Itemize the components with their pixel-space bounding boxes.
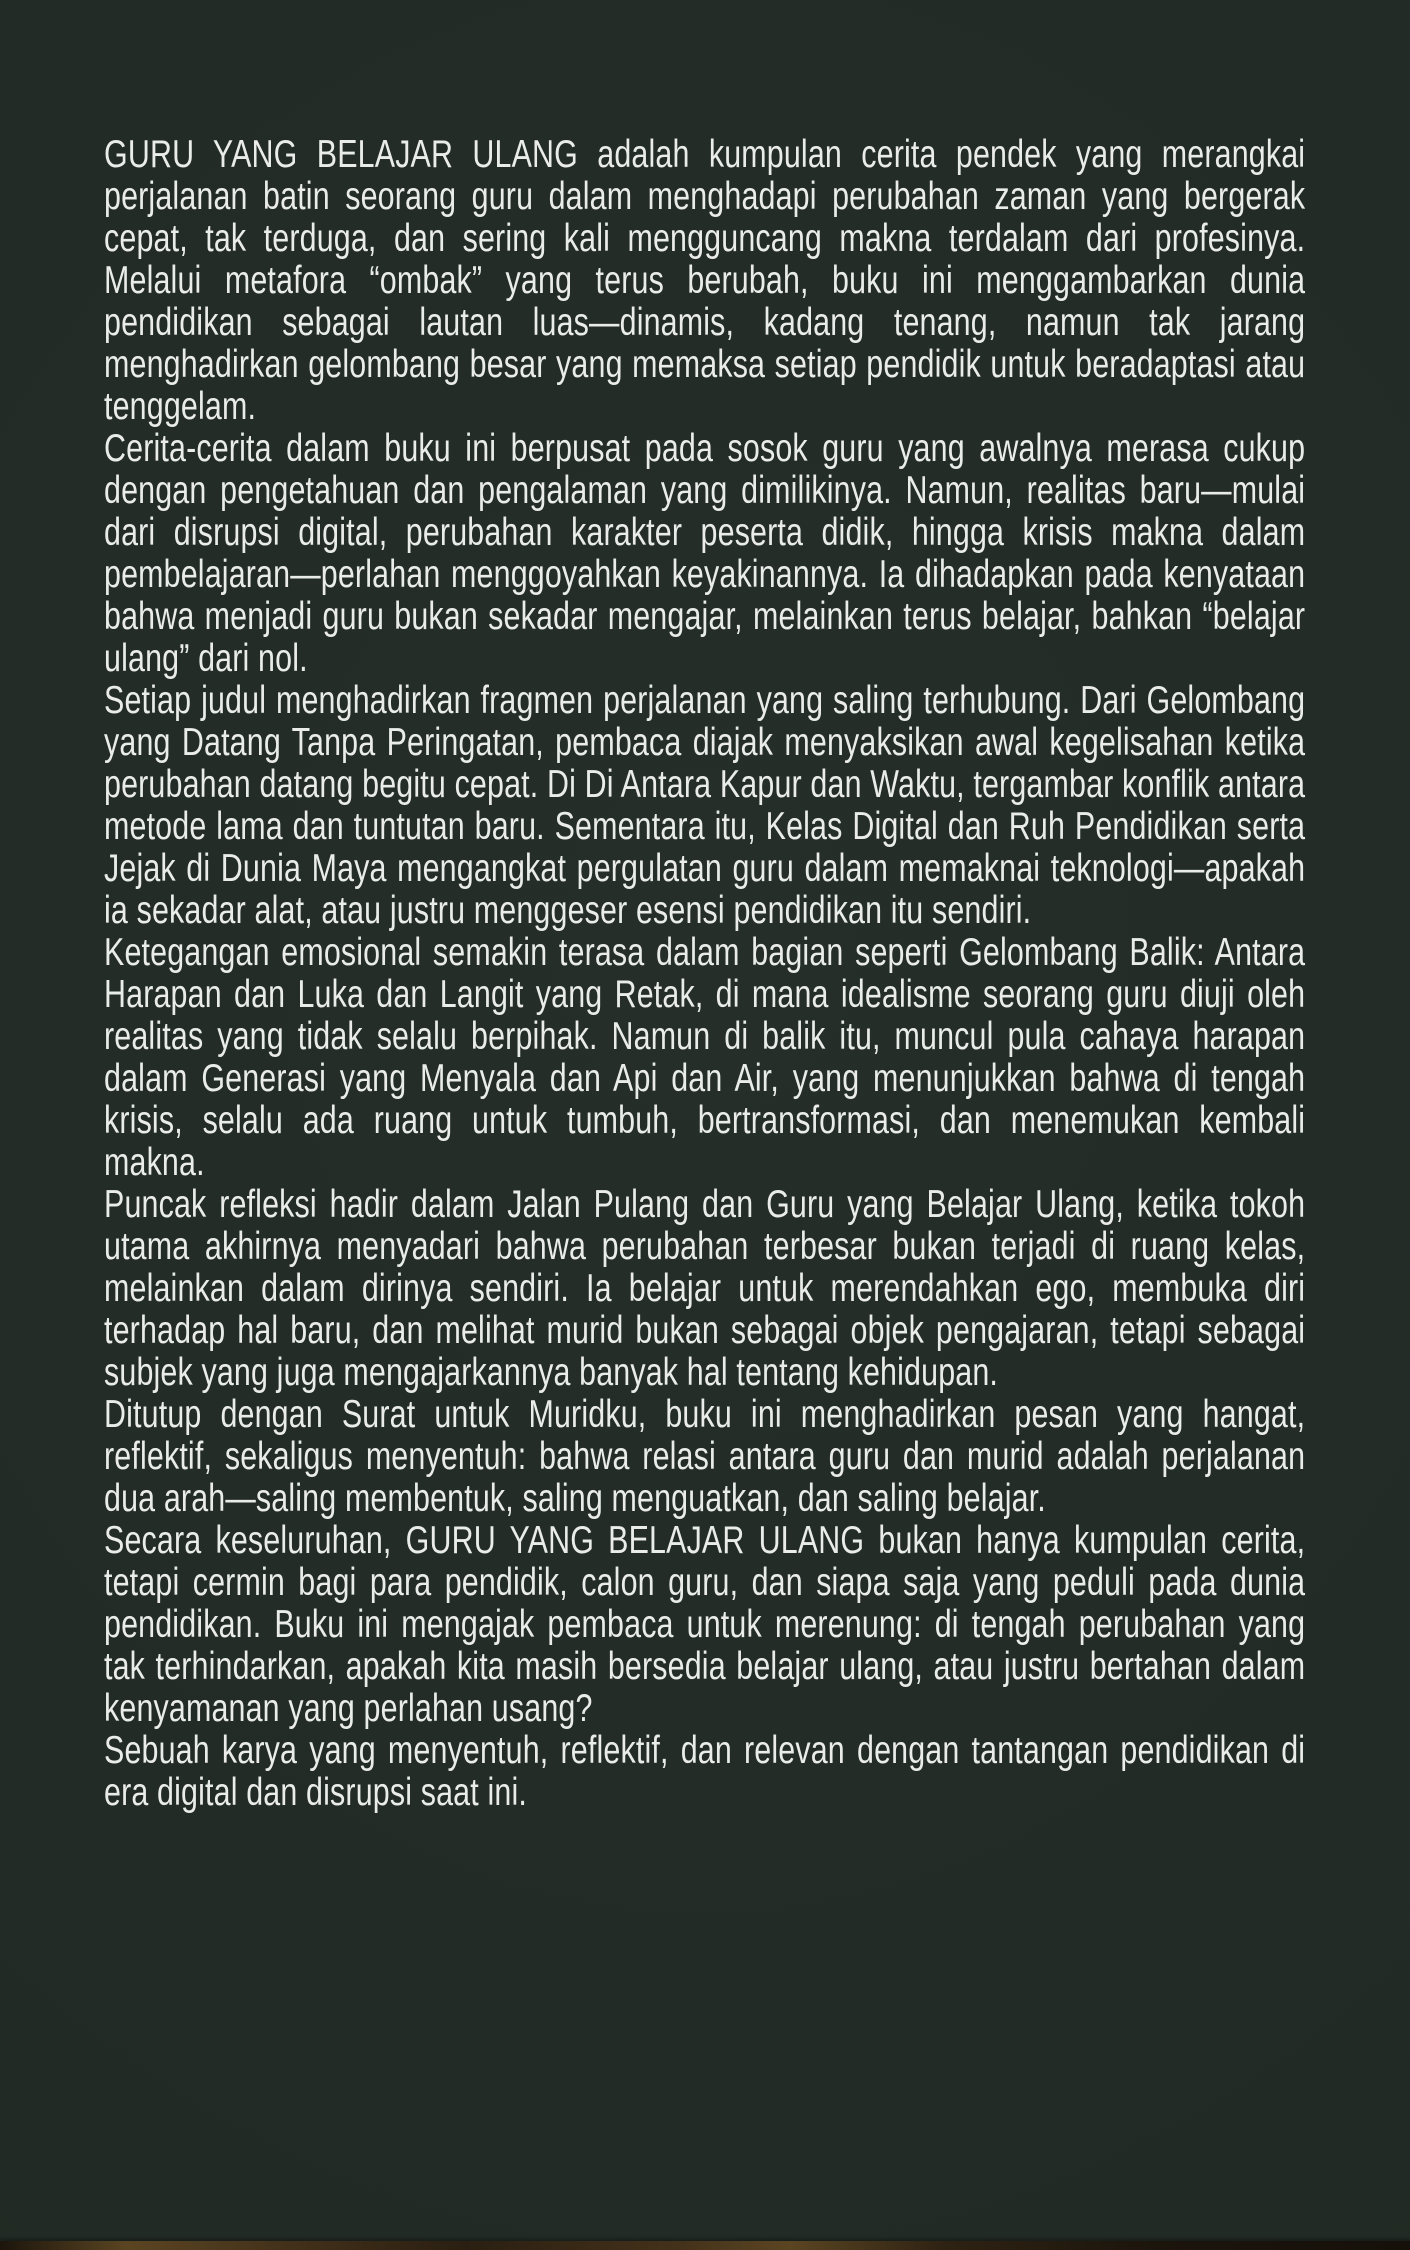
synopsis-paragraph-4: Ketegangan emosional semakin terasa dalam bagian seperti Gelombang Balik: Antara Harapan dan Luka dan Langit yang Retak, di mana idealisme seorang guru diuji oleh realitas yang tidak selalu berpihak. Namun di balik itu, muncul pula cahaya harapan dalam Generasi yang Menyala dan Api dan Air, yang menunjukkan bahwa di tengah krisis, selalu ada ruang untuk tumbuh, bertransformasi, dan menemukan kembali makna. (104, 931, 1306, 1184)
synopsis-paragraph-7: Secara keseluruhan, GURU YANG BELAJAR ULANG bukan hanya kumpulan cerita, tetapi cermin bagi para pendidik, calon guru, dan siapa saja yang peduli pada dunia pendidikan. Buku ini mengajak pembaca untuk merenung: di tengah perubahan yang tak terhindarkan, apakah kita masih bersedia belajar ulang, atau justru bertahan dalam kenyamanan yang perlahan usang? (104, 1519, 1306, 1730)
synopsis-paragraph-3: Setiap judul menghadirkan fragmen perjalanan yang saling terhubung. Dari Gelombang yang Datang Tanpa Peringatan, pembaca diajak menyaksikan awal kegelisahan ketika perubahan datang begitu cepat. Di Di Antara Kapur dan Waktu, tergambar konflik antara metode lama dan tuntutan baru. Sementara itu, Kelas Digital dan Ruh Pendidikan serta Jejak di Dunia Maya mengangkat pergulatan guru dalam memaknai teknologi—apakah ia sekadar alat, atau justru menggeser esensi pendidikan itu sendiri. (104, 679, 1306, 932)
synopsis-paragraph-2: Cerita-cerita dalam buku ini berpusat pada sosok guru yang awalnya merasa cukup dengan pengetahuan dan pengalaman yang dimilikinya. Namun, realitas baru—mulai dari disrupsi digital, perubahan karakter peserta didik, hingga krisis makna dalam pembelajaran—perlahan menggoyahkan keyakinannya. Ia dihadapkan pada kenyataan bahwa menjadi guru bukan sekadar mengajar, melainkan terus belajar, bahkan “belajar ulang” dari nol. (104, 427, 1306, 680)
synopsis-text-block (104, 134, 1305, 1814)
synopsis-paragraph-8: Sebuah karya yang menyentuh, reflektif, dan relevan dengan tantangan pendidikan di era digital dan disrupsi saat ini. (104, 1729, 1306, 1814)
table-edge-strip (0, 2241, 1410, 2250)
synopsis-paragraph-5: Puncak refleksi hadir dalam Jalan Pulang dan Guru yang Belajar Ulang, ketika tokoh utama akhirnya menyadari bahwa perubahan terbesar bukan terjadi di ruang kelas, melainkan dalam dirinya sendiri. Ia belajar untuk merendahkan ego, membuka diri terhadap hal baru, dan melihat murid bukan sebagai objek pengajaran, tetapi sebagai subjek yang juga mengajarkannya banyak hal tentang kehidupan. (104, 1183, 1306, 1394)
synopsis-paragraph-1: GURU YANG BELAJAR ULANG adalah kumpulan cerita pendek yang merangkai perjalanan batin seorang guru dalam menghadapi perubahan zaman yang bergerak cepat, tak terduga, dan sering kali mengguncang makna terdalam dari profesinya. Melalui metafora “ombak” yang terus berubah, buku ini menggambarkan dunia pendidikan sebagai lautan luas—dinamis, kadang tenang, namun tak jarang menghadirkan gelombang besar yang memaksa setiap pendidik untuk beradaptasi atau tenggelam. (104, 133, 1306, 428)
synopsis-paragraph-6: Ditutup dengan Surat untuk Muridku, buku ini menghadirkan pesan yang hangat, reflektif, sekaligus menyentuh: bahwa relasi antara guru dan murid adalah perjalanan dua arah—saling membentuk, saling menguatkan, dan saling belajar. (104, 1393, 1306, 1520)
